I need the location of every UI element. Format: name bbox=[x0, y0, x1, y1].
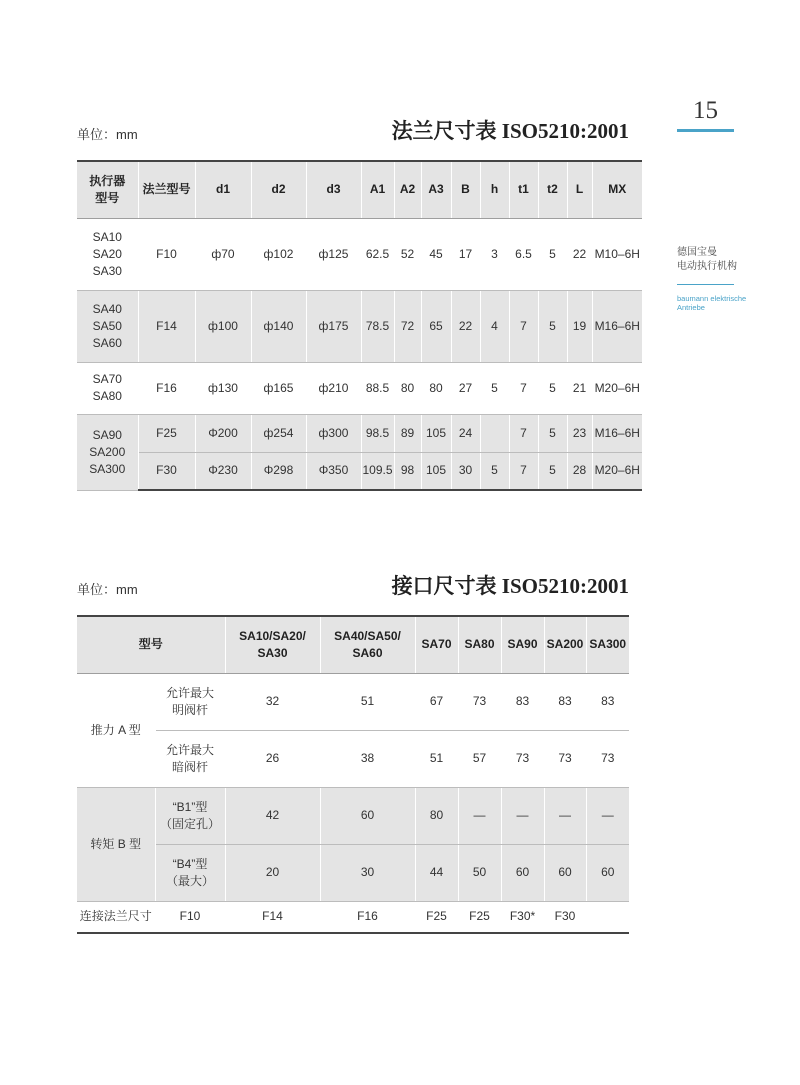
interface-flange-row bbox=[77, 901, 629, 933]
brand-cn-line2: 电动执行机构 bbox=[677, 261, 737, 272]
interface-value-cell: 20 bbox=[225, 844, 320, 901]
interface-value-cell: 73 bbox=[586, 730, 629, 787]
flange-value-cell: F25 bbox=[138, 414, 195, 452]
interface-value-cell: 30 bbox=[320, 844, 415, 901]
flange-table-title: 法兰尺寸表 ISO5210:2001 bbox=[391, 119, 629, 143]
interface-value-cell: 73 bbox=[544, 730, 586, 787]
flange-value-cell: Φ350 bbox=[306, 452, 361, 490]
interface-value-cell: 60 bbox=[586, 844, 629, 901]
flange-header-cell: A3 bbox=[421, 161, 451, 218]
flange-value-cell: 105 bbox=[421, 414, 451, 452]
flange-value-cell: 27 bbox=[451, 362, 480, 414]
interface-flange-value: F25 bbox=[458, 901, 501, 933]
interface-value-cell: 26 bbox=[225, 730, 320, 787]
flange-value-cell: 105 bbox=[421, 452, 451, 490]
flange-value-cell: 28 bbox=[567, 452, 592, 490]
interface-header-cell: SA70 bbox=[415, 616, 458, 673]
flange-value-cell: M16–6H bbox=[592, 414, 642, 452]
flange-value-cell: ф165 bbox=[251, 362, 306, 414]
interface-header-model-label: 型号 bbox=[77, 616, 225, 673]
interface-sub-label: 允许最大 暗阀杆 bbox=[155, 730, 225, 787]
flange-header-cell: t1 bbox=[509, 161, 538, 218]
flange-value-cell: ф175 bbox=[306, 290, 361, 362]
interface-value-cell: 80 bbox=[415, 787, 458, 844]
flange-value-cell: 62.5 bbox=[361, 218, 394, 290]
interface-section-header bbox=[77, 570, 629, 600]
interface-sub-label: “B4”型 （最大） bbox=[155, 844, 225, 901]
interface-value-cell: 60 bbox=[501, 844, 544, 901]
interface-value-cell: — bbox=[458, 787, 501, 844]
interface-value-cell: — bbox=[501, 787, 544, 844]
flange-header-cell: t2 bbox=[538, 161, 567, 218]
flange-model-cell: SA70 SA80 bbox=[77, 362, 138, 414]
flange-header-cell: B bbox=[451, 161, 480, 218]
interface-table-title: 接口尺寸表 ISO5210:2001 bbox=[391, 574, 629, 598]
flange-table-row bbox=[77, 362, 642, 414]
flange-header-cell: MX bbox=[592, 161, 642, 218]
flange-value-cell: M10–6H bbox=[592, 218, 642, 290]
flange-value-cell: 7 bbox=[509, 362, 538, 414]
brand-en-line2: Antriebe bbox=[677, 303, 705, 312]
brand-chinese bbox=[677, 246, 767, 274]
flange-value-cell bbox=[480, 414, 509, 452]
brand-english bbox=[677, 294, 767, 312]
flange-value-cell: M20–6H bbox=[592, 362, 642, 414]
interface-table-row bbox=[77, 844, 629, 901]
flange-value-cell: 80 bbox=[394, 362, 421, 414]
interface-value-cell: — bbox=[544, 787, 586, 844]
interface-value-cell: 73 bbox=[501, 730, 544, 787]
interface-value-cell: 83 bbox=[501, 673, 544, 730]
flange-table-row bbox=[77, 414, 642, 452]
interface-header-cell: SA90 bbox=[501, 616, 544, 673]
flange-value-cell: 52 bbox=[394, 218, 421, 290]
interface-group-label: 推力 A 型 bbox=[77, 673, 155, 787]
flange-table-row bbox=[77, 290, 642, 362]
flange-model-cell: SA90 SA200 SA300 bbox=[77, 414, 138, 490]
interface-value-cell: — bbox=[586, 787, 629, 844]
flange-header-cell: 执行器 型号 bbox=[77, 161, 138, 218]
interface-header-cell: SA10/SA20/ SA30 bbox=[225, 616, 320, 673]
flange-value-cell: 5 bbox=[538, 362, 567, 414]
interface-value-cell: 67 bbox=[415, 673, 458, 730]
interface-table-row bbox=[77, 673, 629, 730]
interface-value-cell: 60 bbox=[544, 844, 586, 901]
flange-dimension-table bbox=[77, 160, 642, 491]
flange-value-cell: 109.5 bbox=[361, 452, 394, 490]
flange-value-cell: M16–6H bbox=[592, 290, 642, 362]
flange-value-cell: 7 bbox=[509, 414, 538, 452]
interface-value-cell: 83 bbox=[586, 673, 629, 730]
interface-header-cell: SA200 bbox=[544, 616, 586, 673]
flange-value-cell: 6.5 bbox=[509, 218, 538, 290]
flange-value-cell: ф210 bbox=[306, 362, 361, 414]
flange-value-cell: 5 bbox=[480, 362, 509, 414]
flange-model-cell: SA40 SA50 SA60 bbox=[77, 290, 138, 362]
interface-value-cell: 42 bbox=[225, 787, 320, 844]
flange-value-cell: 65 bbox=[421, 290, 451, 362]
flange-value-cell: ф300 bbox=[306, 414, 361, 452]
flange-value-cell: F14 bbox=[138, 290, 195, 362]
flange-value-cell: 88.5 bbox=[361, 362, 394, 414]
flange-section-header bbox=[77, 115, 629, 145]
flange-value-cell: 5 bbox=[480, 452, 509, 490]
flange-header-row bbox=[77, 161, 642, 218]
interface-flange-label: 连接法兰尺寸 bbox=[77, 901, 155, 933]
interface-value-cell: 57 bbox=[458, 730, 501, 787]
interface-value-cell: 32 bbox=[225, 673, 320, 730]
interface-flange-value: F16 bbox=[320, 901, 415, 933]
flange-header-cell: h bbox=[480, 161, 509, 218]
flange-header-cell: d3 bbox=[306, 161, 361, 218]
interface-dimension-table bbox=[77, 615, 629, 934]
flange-header-cell: d2 bbox=[251, 161, 306, 218]
flange-value-cell: ф140 bbox=[251, 290, 306, 362]
flange-value-cell: F30 bbox=[138, 452, 195, 490]
flange-value-cell: 7 bbox=[509, 290, 538, 362]
interface-value-cell: 51 bbox=[320, 673, 415, 730]
interface-value-cell: 60 bbox=[320, 787, 415, 844]
flange-header-cell: A2 bbox=[394, 161, 421, 218]
flange-value-cell: ф102 bbox=[251, 218, 306, 290]
flange-unit-label: 单位：mm bbox=[77, 127, 138, 142]
interface-value-cell: 44 bbox=[415, 844, 458, 901]
flange-value-cell: 22 bbox=[451, 290, 480, 362]
interface-sub-label: 允许最大 明阀杆 bbox=[155, 673, 225, 730]
flange-value-cell: 7 bbox=[509, 452, 538, 490]
interface-value-cell: 73 bbox=[458, 673, 501, 730]
flange-value-cell: 24 bbox=[451, 414, 480, 452]
interface-unit-label: 单位：mm bbox=[77, 582, 138, 597]
flange-value-cell: 5 bbox=[538, 414, 567, 452]
interface-value-cell: 38 bbox=[320, 730, 415, 787]
flange-header-cell: L bbox=[567, 161, 592, 218]
interface-value-cell: 51 bbox=[415, 730, 458, 787]
flange-value-cell: 23 bbox=[567, 414, 592, 452]
flange-value-cell: 80 bbox=[421, 362, 451, 414]
interface-flange-value: F14 bbox=[225, 901, 320, 933]
interface-flange-value: F25 bbox=[415, 901, 458, 933]
flange-model-cell: SA10 SA20 SA30 bbox=[77, 218, 138, 290]
interface-header-cell: SA80 bbox=[458, 616, 501, 673]
interface-flange-value: F10 bbox=[155, 901, 225, 933]
flange-value-cell: Φ230 bbox=[195, 452, 251, 490]
flange-value-cell: 5 bbox=[538, 218, 567, 290]
interface-header-cell: SA40/SA50/ SA60 bbox=[320, 616, 415, 673]
flange-value-cell: 19 bbox=[567, 290, 592, 362]
interface-value-cell: 83 bbox=[544, 673, 586, 730]
flange-value-cell: 98.5 bbox=[361, 414, 394, 452]
interface-flange-value bbox=[586, 901, 629, 933]
flange-value-cell: 78.5 bbox=[361, 290, 394, 362]
flange-value-cell: Φ200 bbox=[195, 414, 251, 452]
flange-value-cell: 98 bbox=[394, 452, 421, 490]
brand-rule bbox=[677, 284, 734, 285]
page-number: 15 bbox=[693, 97, 718, 124]
flange-value-cell: M20–6H bbox=[592, 452, 642, 490]
flange-value-cell: F10 bbox=[138, 218, 195, 290]
page-number-rule bbox=[677, 129, 734, 132]
flange-value-cell: Φ298 bbox=[251, 452, 306, 490]
flange-value-cell: 89 bbox=[394, 414, 421, 452]
flange-table-row bbox=[77, 452, 642, 490]
flange-value-cell: 5 bbox=[538, 452, 567, 490]
interface-table-row bbox=[77, 787, 629, 844]
flange-value-cell: 4 bbox=[480, 290, 509, 362]
flange-value-cell: 22 bbox=[567, 218, 592, 290]
flange-header-cell: A1 bbox=[361, 161, 394, 218]
flange-value-cell: 72 bbox=[394, 290, 421, 362]
flange-value-cell: 45 bbox=[421, 218, 451, 290]
flange-header-cell: 法兰型号 bbox=[138, 161, 195, 218]
flange-value-cell: 30 bbox=[451, 452, 480, 490]
interface-group-label: 转矩 B 型 bbox=[77, 787, 155, 901]
interface-value-cell: 50 bbox=[458, 844, 501, 901]
interface-flange-value: F30 bbox=[544, 901, 586, 933]
brand-cn-line1: 德国宝曼 bbox=[677, 247, 717, 258]
flange-value-cell: ф100 bbox=[195, 290, 251, 362]
brand-en-line1: baumann elektrische bbox=[677, 294, 747, 303]
interface-sub-label: “B1”型 （固定孔） bbox=[155, 787, 225, 844]
flange-value-cell: ф130 bbox=[195, 362, 251, 414]
flange-value-cell: ф70 bbox=[195, 218, 251, 290]
flange-value-cell: 3 bbox=[480, 218, 509, 290]
interface-flange-value: F30* bbox=[501, 901, 544, 933]
flange-value-cell: F16 bbox=[138, 362, 195, 414]
flange-value-cell: ф254 bbox=[251, 414, 306, 452]
flange-value-cell: ф125 bbox=[306, 218, 361, 290]
flange-table-row bbox=[77, 218, 642, 290]
interface-table-row bbox=[77, 730, 629, 787]
flange-header-cell: d1 bbox=[195, 161, 251, 218]
flange-value-cell: 21 bbox=[567, 362, 592, 414]
interface-header-cell: SA300 bbox=[586, 616, 629, 673]
interface-header-row bbox=[77, 616, 629, 673]
flange-value-cell: 5 bbox=[538, 290, 567, 362]
flange-value-cell: 17 bbox=[451, 218, 480, 290]
